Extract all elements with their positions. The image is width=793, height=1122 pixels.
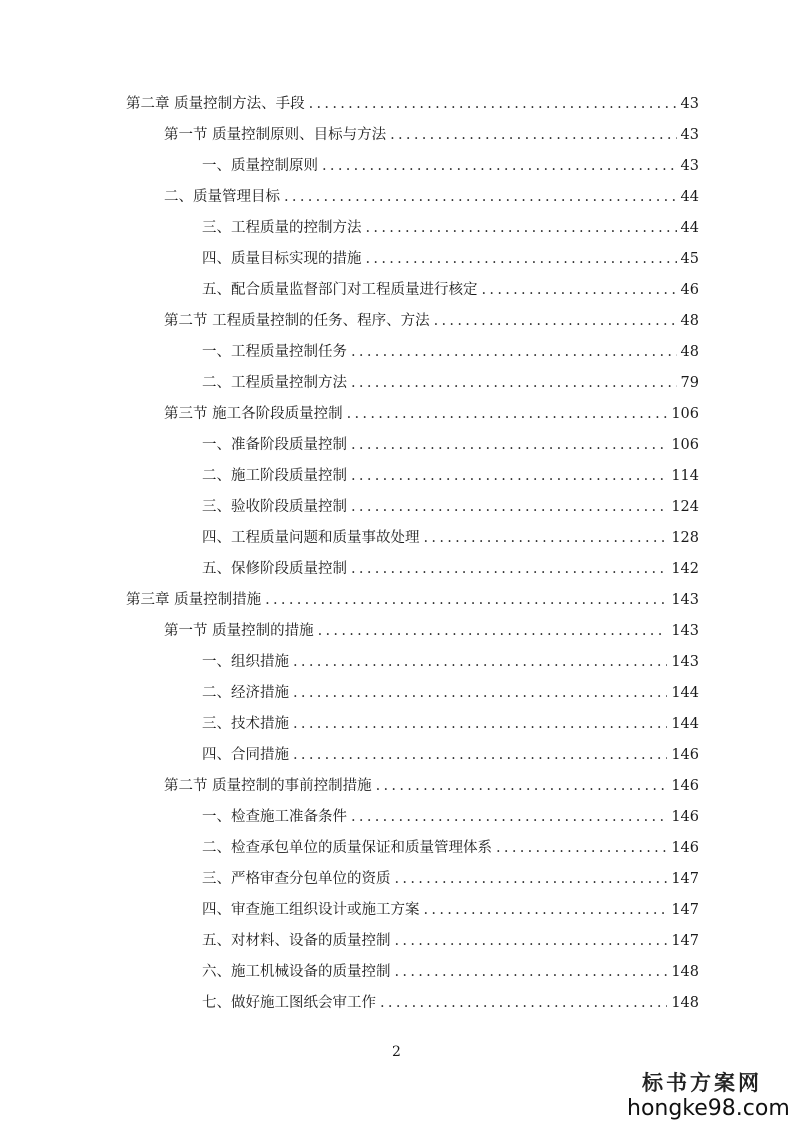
toc-entry-page: 144 <box>671 716 699 732</box>
toc-entry[interactable] <box>202 648 699 672</box>
toc-leader-dots <box>424 528 668 548</box>
toc-leader-dots <box>265 590 667 610</box>
toc-entry-page: 48 <box>680 313 699 329</box>
toc-entry-label: 第一节 质量控制原则、目标与方法 <box>164 127 387 143</box>
toc-entry[interactable] <box>202 958 699 982</box>
toc-entry-page: 146 <box>671 747 699 763</box>
toc-entry[interactable] <box>164 307 699 331</box>
toc-leader-dots <box>318 621 668 641</box>
toc-entry-label: 二、施工阶段质量控制 <box>202 468 347 484</box>
toc-leader-dots <box>390 125 676 145</box>
toc-entry[interactable] <box>202 338 699 362</box>
toc-leader-dots <box>293 683 667 703</box>
toc-entry-page: 46 <box>680 282 699 298</box>
toc-entry-label: 第二节 工程质量控制的任务、程序、方法 <box>164 313 430 329</box>
toc-entry[interactable] <box>202 493 699 517</box>
toc-entry-label: 四、质量目标实现的措施 <box>202 251 362 267</box>
toc-entry[interactable] <box>202 896 699 920</box>
watermark-en: hongke98.com <box>627 1096 790 1121</box>
toc-leader-dots <box>351 435 667 455</box>
toc-entry-label: 二、工程质量控制方法 <box>202 375 347 391</box>
toc-entry[interactable] <box>164 183 699 207</box>
toc-entry-label: 三、严格审查分包单位的资质 <box>202 871 391 887</box>
toc-entry-page: 114 <box>671 468 699 484</box>
toc-entry-page: 148 <box>671 964 699 980</box>
toc-entry-label: 一、质量控制原则 <box>202 158 318 174</box>
toc-entry-page: 48 <box>680 344 699 360</box>
toc-entry-label: 四、合同措施 <box>202 747 289 763</box>
toc-entry[interactable] <box>126 90 699 114</box>
toc-entry[interactable] <box>202 865 699 889</box>
toc-entry-page: 143 <box>671 654 699 670</box>
toc-entry-page: 142 <box>671 561 699 577</box>
toc-entry[interactable] <box>202 431 699 455</box>
toc-leader-dots <box>424 900 668 920</box>
toc-leader-dots <box>309 94 677 114</box>
toc-leader-dots <box>322 156 677 176</box>
toc-entry-page: 147 <box>671 933 699 949</box>
toc-entry-page: 44 <box>680 189 699 205</box>
toc-entry-page: 106 <box>671 437 699 453</box>
toc-leader-dots <box>351 497 667 517</box>
toc-entry-page: 146 <box>671 840 699 856</box>
toc-entry[interactable] <box>202 152 699 176</box>
toc-entry[interactable] <box>202 803 699 827</box>
toc-entry[interactable] <box>126 586 699 610</box>
page-number: 2 <box>392 1044 401 1060</box>
toc-entry-label: 三、验收阶段质量控制 <box>202 499 347 515</box>
toc-entry-page: 144 <box>671 685 699 701</box>
toc-entry-page: 106 <box>671 406 699 422</box>
watermark-cn: 标书方案网 <box>642 1070 762 1095</box>
toc-entry-label: 五、对材料、设备的质量控制 <box>202 933 391 949</box>
toc-entry[interactable] <box>164 772 699 796</box>
toc-entry[interactable] <box>202 245 699 269</box>
toc-entry-label: 六、施工机械设备的质量控制 <box>202 964 391 980</box>
toc-entry[interactable] <box>202 369 699 393</box>
toc-leader-dots <box>482 280 677 300</box>
toc-entry-label: 七、做好施工图纸会审工作 <box>202 995 376 1011</box>
toc-entry-label: 五、保修阶段质量控制 <box>202 561 347 577</box>
toc-leader-dots <box>351 373 677 393</box>
toc-entry-page: 45 <box>680 251 699 267</box>
toc-entry-label: 第三节 施工各阶段质量控制 <box>164 406 343 422</box>
toc-entry-page: 43 <box>680 158 699 174</box>
toc-entry-label: 一、准备阶段质量控制 <box>202 437 347 453</box>
toc-entry[interactable] <box>164 617 699 641</box>
toc-entry-label: 三、技术措施 <box>202 716 289 732</box>
toc-entry-page: 79 <box>680 375 699 391</box>
toc-entry-page: 128 <box>671 530 699 546</box>
toc-entry-label: 二、检查承包单位的质量保证和质量管理体系 <box>202 840 492 856</box>
toc-entry-page: 124 <box>671 499 699 515</box>
toc-entry[interactable] <box>202 276 699 300</box>
watermark-logo <box>627 1070 790 1122</box>
toc-entry-label: 第二节 质量控制的事前控制措施 <box>164 778 372 794</box>
toc-entry[interactable] <box>164 400 699 424</box>
toc-leader-dots <box>366 218 677 238</box>
toc-leader-dots <box>284 187 677 207</box>
toc-leader-dots <box>351 559 667 579</box>
toc-entry-page: 143 <box>671 592 699 608</box>
toc-entry-page: 146 <box>671 809 699 825</box>
toc-leader-dots <box>293 714 667 734</box>
toc-leader-dots <box>351 342 677 362</box>
toc-entry-page: 44 <box>680 220 699 236</box>
toc-entry-page: 143 <box>671 623 699 639</box>
toc-leader-dots <box>395 869 668 889</box>
toc-entry-page: 147 <box>671 871 699 887</box>
toc-entry[interactable] <box>164 121 699 145</box>
toc-entry-label: 第二章 质量控制方法、手段 <box>126 96 305 112</box>
toc-leader-dots <box>395 962 668 982</box>
toc-leader-dots <box>351 466 667 486</box>
toc-entry-label: 一、检查施工准备条件 <box>202 809 347 825</box>
toc-entry[interactable] <box>202 214 699 238</box>
toc-entry[interactable] <box>202 679 699 703</box>
toc-entry-label: 二、质量管理目标 <box>164 189 280 205</box>
toc-leader-dots <box>395 931 668 951</box>
toc-entry[interactable] <box>202 741 699 765</box>
toc-entry-label: 一、工程质量控制任务 <box>202 344 347 360</box>
toc-leader-dots <box>376 776 668 796</box>
toc-leader-dots <box>496 838 667 858</box>
toc-entry-label: 四、审查施工组织设计或施工方案 <box>202 902 420 918</box>
toc-leader-dots <box>293 745 667 765</box>
toc-entry[interactable] <box>202 989 699 1013</box>
toc-entry-label: 一、组织措施 <box>202 654 289 670</box>
toc-entry-page: 148 <box>671 995 699 1011</box>
toc-entry[interactable] <box>202 834 699 858</box>
toc-entry[interactable] <box>202 927 699 951</box>
toc-entry-label: 五、配合质量监督部门对工程质量进行核定 <box>202 282 478 298</box>
toc-entry-page: 147 <box>671 902 699 918</box>
toc-entry-page: 43 <box>680 127 699 143</box>
toc-leader-dots <box>347 404 668 424</box>
toc-leader-dots <box>293 652 667 672</box>
toc-entry-label: 二、经济措施 <box>202 685 289 701</box>
toc-entry[interactable] <box>202 555 699 579</box>
toc-entry-label: 三、工程质量的控制方法 <box>202 220 362 236</box>
toc-entry[interactable] <box>202 710 699 734</box>
toc-entry[interactable] <box>202 524 699 548</box>
toc-leader-dots <box>434 311 677 331</box>
toc-entry-page: 43 <box>680 96 699 112</box>
toc-entry[interactable] <box>202 462 699 486</box>
toc-leader-dots <box>351 807 667 827</box>
toc-entry-label: 第三章 质量控制措施 <box>126 592 262 608</box>
toc-leader-dots <box>380 993 667 1013</box>
toc-entry-page: 146 <box>671 778 699 794</box>
toc-entry-label: 第一节 质量控制的措施 <box>164 623 314 639</box>
toc-entry-label: 四、工程质量问题和质量事故处理 <box>202 530 420 546</box>
toc-leader-dots <box>366 249 677 269</box>
